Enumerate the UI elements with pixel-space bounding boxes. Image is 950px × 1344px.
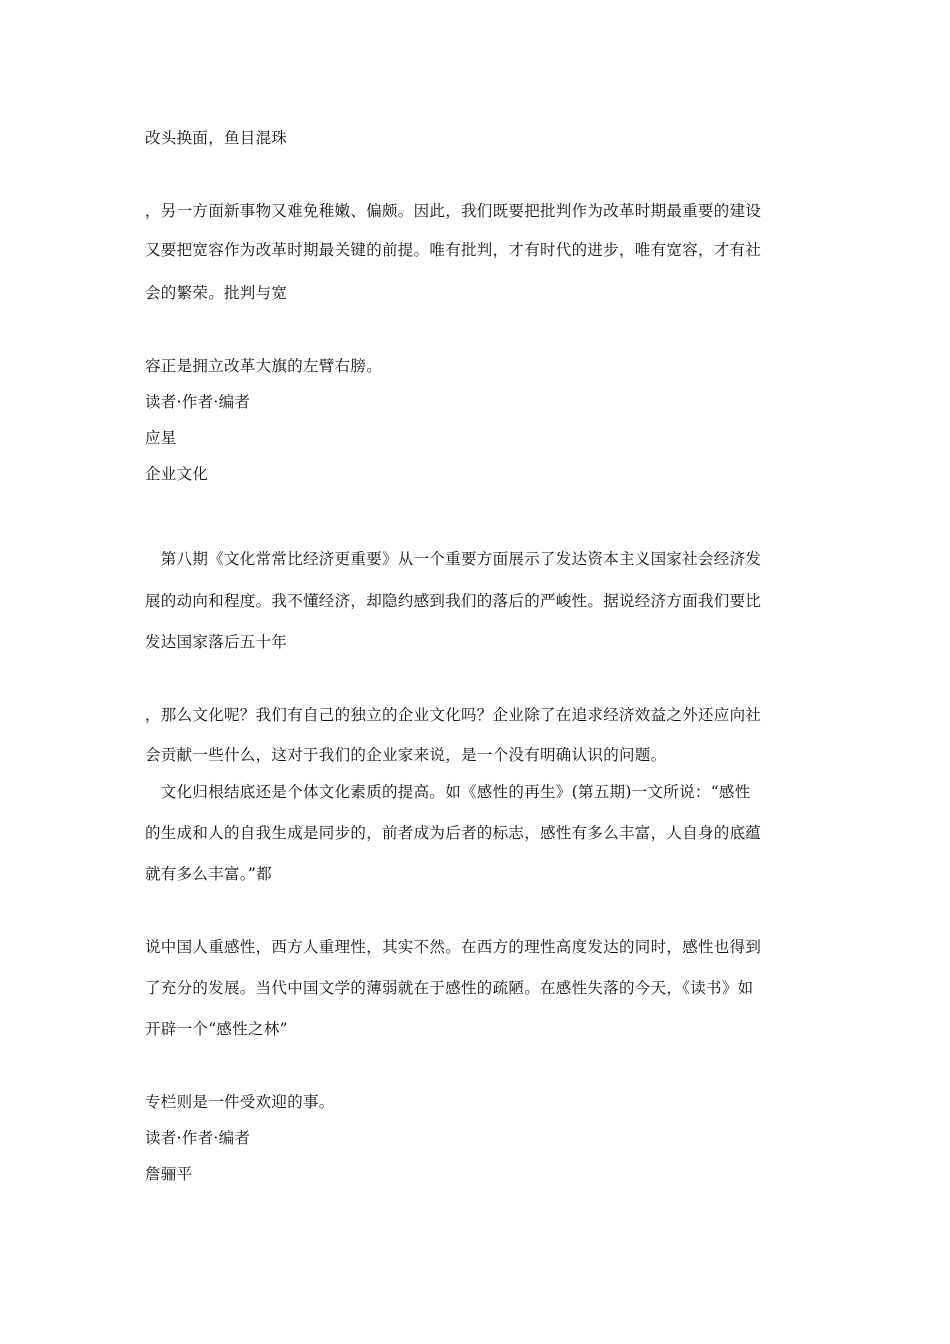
text-line: 了充分的发展。当代中国文学的薄弱就在于感性的疏陋。在感性失落的今天，《读书》如 <box>145 979 754 997</box>
text-line: 改头换面，鱼目混珠 <box>145 129 288 147</box>
text-line: 会的繁荣。批判与宽 <box>145 284 288 302</box>
text-line: ，另一方面新事物又难免稚嫩、偏颇。因此，我们既要把批判作为改革时期最重要的建设 <box>145 202 762 220</box>
text-line: 文化归根结底还是个体文化素质的提高。如《感性的再生》(第五期)一文所说：“感性 <box>145 783 751 801</box>
text-line: 就有多么丰富。”都 <box>145 865 272 883</box>
author-name: 应星 <box>145 429 177 447</box>
text-line: 开辟一个“感性之林” <box>145 1020 288 1038</box>
text-line: ，那么文化呢？我们有自己的独立的企业文化吗？企业除了在追求经济效益之外还应向社 <box>145 706 762 724</box>
text-line: 展的动向和程度。我不懂经济，却隐约感到我们的落后的严峻性。据说经济方面我们要比 <box>145 592 762 610</box>
text-line: 说中国人重感性，西方人重理性，其实不然。在西方的理性高度发达的同时，感性也得到 <box>145 938 762 956</box>
section-heading: 读者·作者·编者 <box>145 393 251 411</box>
letter-title: 企业文化 <box>145 465 209 483</box>
text-line: 发达国家落后五十年 <box>145 633 288 651</box>
author-name: 詹骊平 <box>145 1165 193 1183</box>
section-heading: 读者·作者·编者 <box>145 1129 251 1147</box>
text-line: 第八期《文化常常比经济更重要》从一个重要方面展示了发达资本主义国家社会经济发 <box>145 550 762 568</box>
text-line: 的生成和人的自我生成是同步的，前者成为后者的标志，感性有多么丰富，人自身的底蕴 <box>145 824 762 842</box>
text-line: 又要把宽容作为改革时期最关键的前提。唯有批判，才有时代的进步，唯有宽容，才有社 <box>145 241 762 259</box>
text-line: 容正是拥立改革大旗的左臂右膀。 <box>145 357 383 375</box>
text-line: 专栏则是一件受欢迎的事。 <box>145 1093 335 1111</box>
text-line: 会贡献一些什么，这对于我们的企业家来说，是一个没有明确认识的问题。 <box>145 746 667 764</box>
